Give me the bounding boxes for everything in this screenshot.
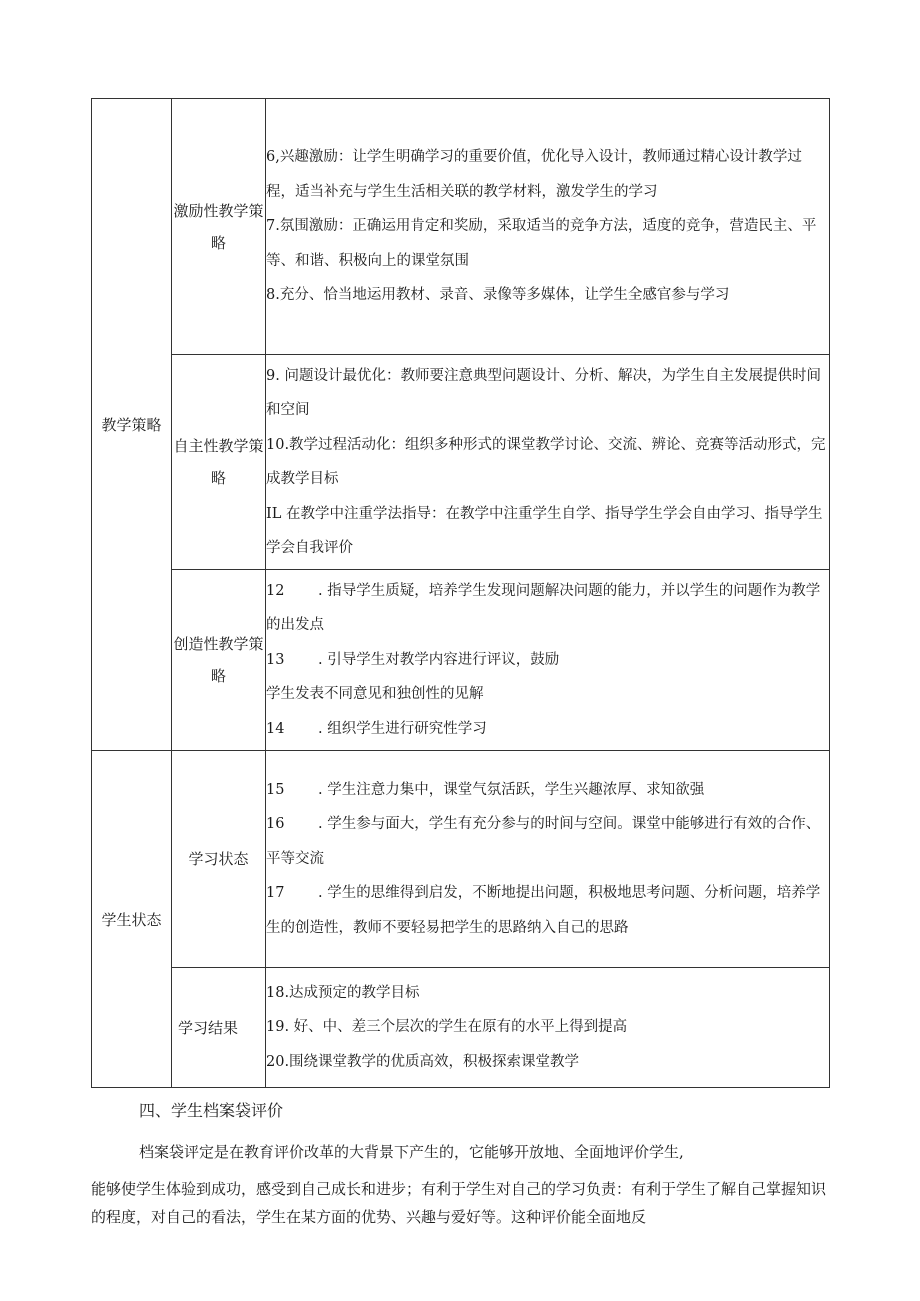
list-item	[266, 643, 829, 678]
paragraph: 档案袋评定是在教育评价改革的大背景下产生的，它能够开放地、全面地评价学生,	[139, 1143, 684, 1161]
subcategory-label: 激励性教学策略	[173, 201, 264, 252]
item-text: 学生发表不同意见和独创性的见解	[266, 686, 484, 703]
list-item: 7.氛围激励：正确运用肯定和奖励，采取适当的竞争方法，适度的竞争，营造民主、平等、和谐、积极向上的课堂氛围	[266, 218, 817, 269]
list-item	[266, 712, 829, 747]
item-text: . 组织学生进行研究性学习	[318, 720, 487, 737]
list-item	[266, 807, 829, 876]
subcategory-label: 自主性教学策略	[173, 437, 264, 487]
section-heading: 四、学生档案袋评价	[139, 1101, 284, 1120]
subcategory-label: 创造性教学策略	[173, 635, 264, 685]
list-item	[266, 677, 829, 712]
paragraph: 能够使学生体验到成功，感受到自己成长和进步；有利于学生对自己的学习负责：有利于学生了解自己掌握知识的程度，对自己的看法，学生在某方面的优势、兴趣与爱好等。这种评价能全面地反	[91, 1180, 827, 1226]
table-row	[92, 570, 830, 751]
subcategory-label: 学习状态	[188, 850, 249, 868]
list-item: 19. 好、中、差三个层次的学生在原有的水平上得到提高	[266, 1019, 628, 1036]
list-item	[266, 574, 829, 643]
content-cell	[266, 751, 830, 968]
table-row	[92, 355, 830, 570]
content-cell	[266, 99, 830, 355]
item-number: 15	[266, 781, 285, 798]
list-item: 9. 问题设计最优化：教师要注意典型问题设计、分析、解决，为学生自主发展提供时间和空间	[266, 367, 821, 418]
item-text: . 学生参与面大，学生有充分参与的时间与空间。课堂中能够进行有效的合作、平等交流	[266, 816, 821, 867]
category-cell-strategy	[92, 99, 172, 751]
content-cell	[266, 968, 830, 1088]
item-number: 17	[266, 885, 285, 902]
item-text: . 引导学生对教学内容进行评议，鼓励	[318, 651, 560, 668]
subcategory-cell	[172, 751, 266, 968]
subcategory-cell	[172, 355, 266, 570]
table-row	[92, 99, 830, 355]
list-item: 20.围绕课堂教学的优质高效，积极探索课堂教学	[266, 1053, 580, 1070]
item-text: . 学生注意力集中，课堂气氛活跃，学生兴趣浓厚、求知欲强	[318, 781, 705, 798]
category-label: 学生状态	[101, 910, 162, 929]
item-text: . 学生的思维得到启发，不断地提出问题，积极地思考问题、分析问题，培养学生的创造性，教师不要轻易把学生的思路纳入自己的思路	[266, 885, 821, 936]
item-text: . 指导学生质疑，培养学生发现问题解决问题的能力，并以学生的问题作为教学的出发点	[266, 582, 821, 634]
list-item: 8.充分、恰当地运用教材、录音、录像等多媒体，让学生全感官参与学习	[266, 287, 730, 304]
subcategory-cell	[172, 99, 266, 355]
evaluation-table	[91, 98, 830, 1088]
table-row	[92, 968, 830, 1088]
list-item: 10.教学过程活动化：组织多种形式的课堂教学讨论、交流、辨论、竞赛等活动形式，完成教学目标	[266, 436, 826, 487]
subcategory-cell	[172, 570, 266, 751]
list-item: 6,兴趣激励：让学生明确学习的重要价值，优化导入设计，教师通过精心设计教学过程，适当补充与学生生活相关联的教学材料，激发学生的学习	[266, 149, 802, 200]
item-number: 16	[266, 816, 285, 833]
subcategory-label: 学习结果	[178, 1018, 239, 1037]
item-number: 12	[266, 582, 285, 599]
table-row	[92, 751, 830, 968]
category-label: 教学策略	[101, 416, 162, 434]
item-number: 14	[266, 720, 285, 737]
category-cell-status	[92, 751, 172, 1088]
list-item: IL 在教学中注重学法指导：在教学中注重学生自学、指导学生学会自由学习、指导学生学会自我评价	[266, 505, 823, 556]
list-item	[266, 773, 829, 808]
subcategory-cell	[172, 968, 266, 1088]
item-number: 13	[266, 651, 285, 668]
list-item	[266, 876, 829, 945]
list-item: 18.达成预定的教学目标	[266, 984, 420, 1001]
content-cell	[266, 570, 830, 751]
content-cell	[266, 355, 830, 570]
